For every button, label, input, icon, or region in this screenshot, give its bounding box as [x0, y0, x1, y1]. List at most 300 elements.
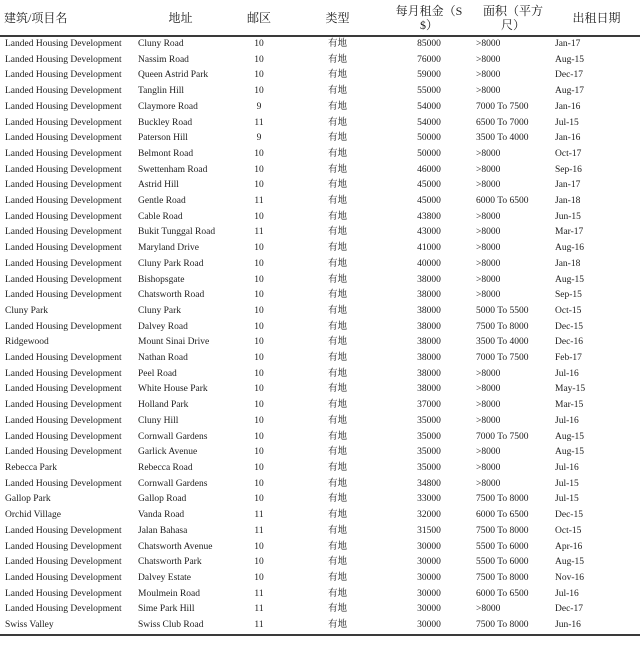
- type-cell: 有地: [327, 274, 347, 285]
- area-cell: >8000: [476, 384, 501, 395]
- area-cell: 7000 To 7500: [476, 353, 529, 364]
- type-cell: 有地: [327, 368, 347, 379]
- district-cell: 11: [254, 604, 264, 615]
- district-cell: 10: [254, 462, 264, 473]
- monthly-rent-cell: 37000: [417, 400, 441, 411]
- address-cell: White House Park: [138, 384, 208, 395]
- address-cell: Rebecca Road: [138, 462, 193, 473]
- district-cell: 9: [256, 101, 262, 112]
- district-cell: 10: [254, 541, 264, 552]
- area-cell: >8000: [476, 211, 501, 222]
- district-cell: 10: [254, 447, 264, 458]
- project-name-cell: Landed Housing Development: [5, 39, 122, 49]
- area-cell: 7500 To 8000: [476, 620, 529, 631]
- lease-date-cell: Jan-18: [555, 258, 581, 269]
- monthly-rent-cell: 34800: [417, 478, 441, 489]
- column-header-monthly-rent: 每月租金（S$）: [385, 2, 473, 36]
- column-header-type: 类型: [290, 2, 385, 36]
- monthly-rent-cell: 45000: [417, 196, 441, 207]
- monthly-rent-cell: 35000: [417, 447, 441, 458]
- address-cell: Chatsworth Park: [138, 557, 202, 568]
- column-header-area: 面积（平方尺）: [473, 2, 553, 36]
- table-row: [0, 100, 640, 116]
- district-cell: 10: [254, 557, 264, 568]
- area-cell: >8000: [476, 415, 501, 426]
- monthly-rent-cell: 76000: [417, 54, 441, 65]
- table-row: [0, 36, 640, 53]
- area-cell: >8000: [476, 290, 501, 301]
- address-cell: Garlick Avenue: [138, 447, 198, 458]
- type-cell: 有地: [327, 290, 347, 301]
- table-header: [0, 2, 640, 36]
- district-cell: 10: [254, 415, 264, 426]
- district-cell: 11: [254, 117, 264, 128]
- lease-date-cell: Dec-17: [555, 604, 583, 615]
- address-cell: Dalvey Estate: [138, 572, 192, 583]
- area-cell: 5500 To 6000: [476, 557, 529, 568]
- project-name-cell: Landed Housing Development: [5, 525, 122, 536]
- table-row: [0, 540, 640, 556]
- project-name-cell: Landed Housing Development: [5, 290, 122, 301]
- address-cell: Cornwall Gardens: [138, 431, 208, 442]
- address-cell: Swettenham Road: [138, 164, 208, 175]
- monthly-rent-cell: 38000: [417, 337, 441, 348]
- table-row: [0, 178, 640, 194]
- monthly-rent-cell: 30000: [417, 620, 441, 631]
- table-row: [0, 445, 640, 461]
- area-cell: >8000: [476, 400, 501, 411]
- lease-date-cell: Sep-16: [555, 164, 582, 175]
- monthly-rent-cell: 38000: [417, 290, 441, 301]
- project-name-cell: Landed Housing Development: [5, 101, 122, 112]
- monthly-rent-cell: 43000: [417, 227, 441, 238]
- table-row: [0, 257, 640, 273]
- table-row: [0, 320, 640, 336]
- type-cell: 有地: [327, 148, 347, 159]
- column-header-project-name: 建筑/项目名: [0, 2, 133, 36]
- lease-date-cell: Mar-15: [555, 400, 584, 411]
- project-name-cell: Gallop Park: [5, 494, 51, 505]
- address-cell: Gentle Road: [138, 196, 186, 207]
- monthly-rent-cell: 54000: [417, 101, 441, 112]
- rental-listings-table: [0, 2, 640, 636]
- project-name-cell: Landed Housing Development: [5, 400, 122, 411]
- area-cell: 7500 To 8000: [476, 494, 529, 505]
- type-cell: 有地: [327, 604, 347, 615]
- district-cell: 10: [254, 353, 264, 364]
- table-row: [0, 508, 640, 524]
- type-cell: 有地: [327, 431, 347, 442]
- address-cell: Jalan Bahasa: [138, 525, 188, 536]
- area-cell: 7000 To 7500: [476, 431, 529, 442]
- project-name-cell: Landed Housing Development: [5, 447, 122, 458]
- table-row: [0, 84, 640, 100]
- lease-date-cell: Aug-15: [555, 431, 585, 442]
- address-cell: Cable Road: [138, 211, 183, 222]
- type-cell: 有地: [327, 180, 347, 191]
- project-name-cell: Landed Housing Development: [5, 321, 122, 332]
- area-cell: 3500 To 4000: [476, 337, 529, 348]
- area-cell: 7500 To 8000: [476, 572, 529, 583]
- address-cell: Gallop Road: [138, 494, 187, 505]
- type-cell: 有地: [327, 70, 347, 81]
- project-name-cell: Landed Housing Development: [5, 588, 122, 599]
- district-cell: 10: [254, 164, 264, 175]
- district-cell: 10: [254, 305, 264, 316]
- project-name-cell: Swiss Valley: [5, 620, 54, 631]
- lease-date-cell: Dec-16: [555, 337, 583, 348]
- table-row: [0, 335, 640, 351]
- table-row: [0, 430, 640, 446]
- header-row: [0, 2, 640, 36]
- area-cell: >8000: [476, 478, 501, 489]
- lease-date-cell: Feb-17: [555, 353, 582, 364]
- project-name-cell: Landed Housing Development: [5, 258, 122, 269]
- type-cell: 有地: [327, 620, 347, 631]
- lease-date-cell: Oct-15: [555, 305, 582, 316]
- table-row: [0, 147, 640, 163]
- type-cell: 有地: [327, 557, 347, 568]
- monthly-rent-cell: 55000: [417, 86, 441, 97]
- area-cell: 7000 To 7500: [476, 101, 529, 112]
- district-cell: 11: [254, 620, 264, 631]
- project-name-cell: Landed Housing Development: [5, 353, 122, 364]
- table-row: [0, 571, 640, 587]
- monthly-rent-cell: 32000: [417, 510, 441, 521]
- district-cell: 10: [254, 243, 264, 254]
- district-cell: 10: [254, 431, 264, 442]
- district-cell: 10: [254, 39, 264, 49]
- project-name-cell: Orchid Village: [5, 510, 61, 521]
- lease-date-cell: Aug-16: [555, 243, 585, 254]
- lease-date-cell: Oct-17: [555, 148, 582, 159]
- area-cell: >8000: [476, 86, 501, 97]
- project-name-cell: Landed Housing Development: [5, 572, 122, 583]
- table-row: [0, 461, 640, 477]
- project-name-cell: Landed Housing Development: [5, 243, 122, 254]
- area-cell: >8000: [476, 148, 501, 159]
- monthly-rent-cell: 35000: [417, 431, 441, 442]
- table-row: [0, 163, 640, 179]
- district-cell: 10: [254, 400, 264, 411]
- project-name-cell: Landed Housing Development: [5, 557, 122, 568]
- lease-date-cell: Aug-17: [555, 86, 585, 97]
- type-cell: 有地: [327, 588, 347, 599]
- table-row: [0, 225, 640, 241]
- table-row: [0, 210, 640, 226]
- district-cell: 10: [254, 494, 264, 505]
- table-row: [0, 194, 640, 210]
- lease-date-cell: Sep-15: [555, 290, 582, 301]
- district-cell: 10: [254, 478, 264, 489]
- lease-date-cell: Jan-18: [555, 196, 581, 207]
- type-cell: 有地: [327, 415, 347, 426]
- monthly-rent-cell: 33000: [417, 494, 441, 505]
- type-cell: 有地: [327, 572, 347, 583]
- area-cell: 5000 To 5500: [476, 305, 529, 316]
- table-row: [0, 367, 640, 383]
- type-cell: 有地: [327, 133, 347, 144]
- type-cell: 有地: [327, 258, 347, 269]
- address-cell: Bukit Tunggal Road: [138, 227, 216, 238]
- lease-date-cell: May-15: [555, 384, 586, 395]
- address-cell: Cluny Hill: [138, 415, 179, 426]
- lease-date-cell: Dec-15: [555, 321, 583, 332]
- type-cell: 有地: [327, 54, 347, 65]
- monthly-rent-cell: 38000: [417, 384, 441, 395]
- district-cell: 10: [254, 86, 264, 97]
- district-cell: 10: [254, 70, 264, 81]
- address-cell: Maryland Drive: [138, 243, 199, 254]
- area-cell: >8000: [476, 180, 501, 191]
- project-name-cell: Landed Housing Development: [5, 604, 122, 615]
- area-cell: >8000: [476, 462, 501, 473]
- monthly-rent-cell: 38000: [417, 274, 441, 285]
- district-cell: 11: [254, 510, 264, 521]
- project-name-cell: Landed Housing Development: [5, 211, 122, 222]
- type-cell: 有地: [327, 321, 347, 332]
- area-cell: >8000: [476, 274, 501, 285]
- table-row: [0, 53, 640, 69]
- type-cell: 有地: [327, 447, 347, 458]
- project-name-cell: Rebecca Park: [5, 462, 57, 473]
- table-row: [0, 618, 640, 635]
- lease-date-cell: Aug-15: [555, 54, 585, 65]
- lease-date-cell: Jul-16: [555, 415, 579, 426]
- monthly-rent-cell: 35000: [417, 415, 441, 426]
- address-cell: Nassim Road: [138, 54, 189, 65]
- monthly-rent-cell: 50000: [417, 133, 441, 144]
- table-row: [0, 304, 640, 320]
- address-cell: Belmont Road: [138, 148, 194, 159]
- area-cell: 7500 To 8000: [476, 321, 529, 332]
- area-cell: >8000: [476, 258, 501, 269]
- table-body: [0, 36, 640, 635]
- address-cell: Moulmein Road: [138, 588, 201, 599]
- lease-date-cell: Jan-16: [555, 101, 581, 112]
- address-cell: Sime Park Hill: [138, 604, 195, 615]
- project-name-cell: Landed Housing Development: [5, 133, 122, 144]
- table-row: [0, 273, 640, 289]
- type-cell: 有地: [327, 243, 347, 254]
- table-row: [0, 414, 640, 430]
- monthly-rent-cell: 38000: [417, 321, 441, 332]
- address-cell: Queen Astrid Park: [138, 70, 209, 81]
- lease-date-cell: Aug-15: [555, 447, 585, 458]
- table-row: [0, 382, 640, 398]
- district-cell: 9: [256, 133, 262, 144]
- monthly-rent-cell: 30000: [417, 588, 441, 599]
- district-cell: 10: [254, 274, 264, 285]
- district-cell: 11: [254, 588, 264, 599]
- type-cell: 有地: [327, 510, 347, 521]
- address-cell: Holland Park: [138, 400, 189, 411]
- table-row: [0, 116, 640, 132]
- lease-date-cell: Jun-15: [555, 211, 581, 222]
- address-cell: Bishopsgate: [138, 274, 185, 285]
- type-cell: 有地: [327, 353, 347, 364]
- district-cell: 10: [254, 54, 264, 65]
- lease-date-cell: Dec-17: [555, 70, 583, 81]
- address-cell: Claymore Road: [138, 101, 198, 112]
- area-cell: 7500 To 8000: [476, 525, 529, 536]
- address-cell: Cluny Road: [138, 39, 184, 49]
- project-name-cell: Landed Housing Development: [5, 541, 122, 552]
- type-cell: 有地: [327, 305, 347, 316]
- project-name-cell: Landed Housing Development: [5, 164, 122, 175]
- area-cell: >8000: [476, 164, 501, 175]
- type-cell: 有地: [327, 400, 347, 411]
- monthly-rent-cell: 30000: [417, 572, 441, 583]
- project-name-cell: Landed Housing Development: [5, 431, 122, 442]
- area-cell: >8000: [476, 243, 501, 254]
- address-cell: Paterson Hill: [138, 133, 188, 144]
- table-row: [0, 555, 640, 571]
- table-row: [0, 524, 640, 540]
- district-cell: 10: [254, 384, 264, 395]
- project-name-cell: Cluny Park: [5, 305, 49, 316]
- lease-date-cell: Jun-16: [555, 620, 581, 631]
- monthly-rent-cell: 30000: [417, 557, 441, 568]
- area-cell: 6500 To 7000: [476, 117, 529, 128]
- monthly-rent-cell: 31500: [417, 525, 441, 536]
- type-cell: 有地: [327, 117, 347, 128]
- column-header-lease-date: 出租日期: [553, 2, 640, 36]
- table-row: [0, 68, 640, 84]
- area-cell: 3500 To 4000: [476, 133, 529, 144]
- area-cell: >8000: [476, 70, 501, 81]
- address-cell: Vanda Road: [138, 510, 185, 521]
- lease-date-cell: Jul-16: [555, 462, 579, 473]
- district-cell: 11: [254, 227, 264, 238]
- district-cell: 11: [254, 525, 264, 536]
- area-cell: 6000 To 6500: [476, 196, 529, 207]
- table-row: [0, 398, 640, 414]
- table-row: [0, 241, 640, 257]
- project-name-cell: Landed Housing Development: [5, 117, 122, 128]
- table-row: [0, 477, 640, 493]
- district-cell: 10: [254, 321, 264, 332]
- lease-date-cell: Oct-15: [555, 525, 582, 536]
- address-cell: Peel Road: [138, 368, 177, 379]
- address-cell: Buckley Road: [138, 117, 193, 128]
- table-row: [0, 131, 640, 147]
- type-cell: 有地: [327, 541, 347, 552]
- type-cell: 有地: [327, 39, 347, 49]
- district-cell: 10: [254, 572, 264, 583]
- area-cell: >8000: [476, 54, 501, 65]
- type-cell: 有地: [327, 164, 347, 175]
- project-name-cell: Landed Housing Development: [5, 384, 122, 395]
- project-name-cell: Landed Housing Development: [5, 478, 122, 489]
- address-cell: Cluny Park Road: [138, 258, 204, 269]
- lease-date-cell: Aug-15: [555, 557, 585, 568]
- project-name-cell: Landed Housing Development: [5, 368, 122, 379]
- area-cell: 5500 To 6000: [476, 541, 529, 552]
- area-cell: 6000 To 6500: [476, 510, 529, 521]
- area-cell: 6000 To 6500: [476, 588, 529, 599]
- address-cell: Chatsworth Road: [138, 290, 205, 301]
- type-cell: 有地: [327, 478, 347, 489]
- table-row: [0, 587, 640, 603]
- address-cell: Astrid Hill: [138, 180, 179, 191]
- type-cell: 有地: [327, 337, 347, 348]
- lease-date-cell: Aug-15: [555, 274, 585, 285]
- address-cell: Chatsworth Avenue: [138, 541, 213, 552]
- lease-date-cell: Jul-15: [555, 478, 579, 489]
- monthly-rent-cell: 46000: [417, 164, 441, 175]
- project-name-cell: Landed Housing Development: [5, 148, 122, 159]
- project-name-cell: Landed Housing Development: [5, 415, 122, 426]
- project-name-cell: Landed Housing Development: [5, 227, 122, 238]
- monthly-rent-cell: 45000: [417, 180, 441, 191]
- type-cell: 有地: [327, 384, 347, 395]
- lease-date-cell: Jan-17: [555, 180, 581, 191]
- district-cell: 10: [254, 258, 264, 269]
- lease-date-cell: Jul-16: [555, 368, 579, 379]
- area-cell: >8000: [476, 227, 501, 238]
- type-cell: 有地: [327, 227, 347, 238]
- type-cell: 有地: [327, 525, 347, 536]
- type-cell: 有地: [327, 462, 347, 473]
- district-cell: 10: [254, 290, 264, 301]
- monthly-rent-cell: 54000: [417, 117, 441, 128]
- area-cell: >8000: [476, 604, 501, 615]
- lease-date-cell: Jul-15: [555, 117, 579, 128]
- monthly-rent-cell: 43800: [417, 211, 441, 222]
- lease-date-cell: Jul-15: [555, 494, 579, 505]
- project-name-cell: Landed Housing Development: [5, 70, 122, 81]
- district-cell: 10: [254, 337, 264, 348]
- project-name-cell: Landed Housing Development: [5, 54, 122, 65]
- table-row: [0, 602, 640, 618]
- lease-date-cell: Dec-15: [555, 510, 583, 521]
- lease-date-cell: Jul-16: [555, 588, 579, 599]
- area-cell: >8000: [476, 368, 501, 379]
- address-cell: Swiss Club Road: [138, 620, 204, 631]
- lease-date-cell: Nov-16: [555, 572, 585, 583]
- area-cell: >8000: [476, 447, 501, 458]
- monthly-rent-cell: 38000: [417, 305, 441, 316]
- address-cell: Cluny Park: [138, 305, 182, 316]
- district-cell: 10: [254, 368, 264, 379]
- lease-date-cell: Mar-17: [555, 227, 584, 238]
- lease-date-cell: Jan-16: [555, 133, 581, 144]
- district-cell: 11: [254, 196, 264, 207]
- district-cell: 10: [254, 148, 264, 159]
- monthly-rent-cell: 30000: [417, 541, 441, 552]
- column-header-address: 地址: [133, 2, 228, 36]
- column-header-district: 邮区: [228, 2, 290, 36]
- monthly-rent-cell: 35000: [417, 462, 441, 473]
- monthly-rent-cell: 40000: [417, 258, 441, 269]
- project-name-cell: Landed Housing Development: [5, 196, 122, 207]
- monthly-rent-cell: 38000: [417, 368, 441, 379]
- address-cell: Cornwall Gardens: [138, 478, 208, 489]
- address-cell: Tanglin Hill: [138, 86, 185, 97]
- table-row: [0, 492, 640, 508]
- type-cell: 有地: [327, 494, 347, 505]
- monthly-rent-cell: 41000: [417, 243, 441, 254]
- address-cell: Nathan Road: [138, 353, 188, 364]
- table-row: [0, 288, 640, 304]
- district-cell: 10: [254, 211, 264, 222]
- project-name-cell: Landed Housing Development: [5, 274, 122, 285]
- address-cell: Dalvey Road: [138, 321, 188, 332]
- lease-date-cell: Apr-16: [555, 541, 583, 552]
- monthly-rent-cell: 85000: [417, 39, 441, 49]
- type-cell: 有地: [327, 211, 347, 222]
